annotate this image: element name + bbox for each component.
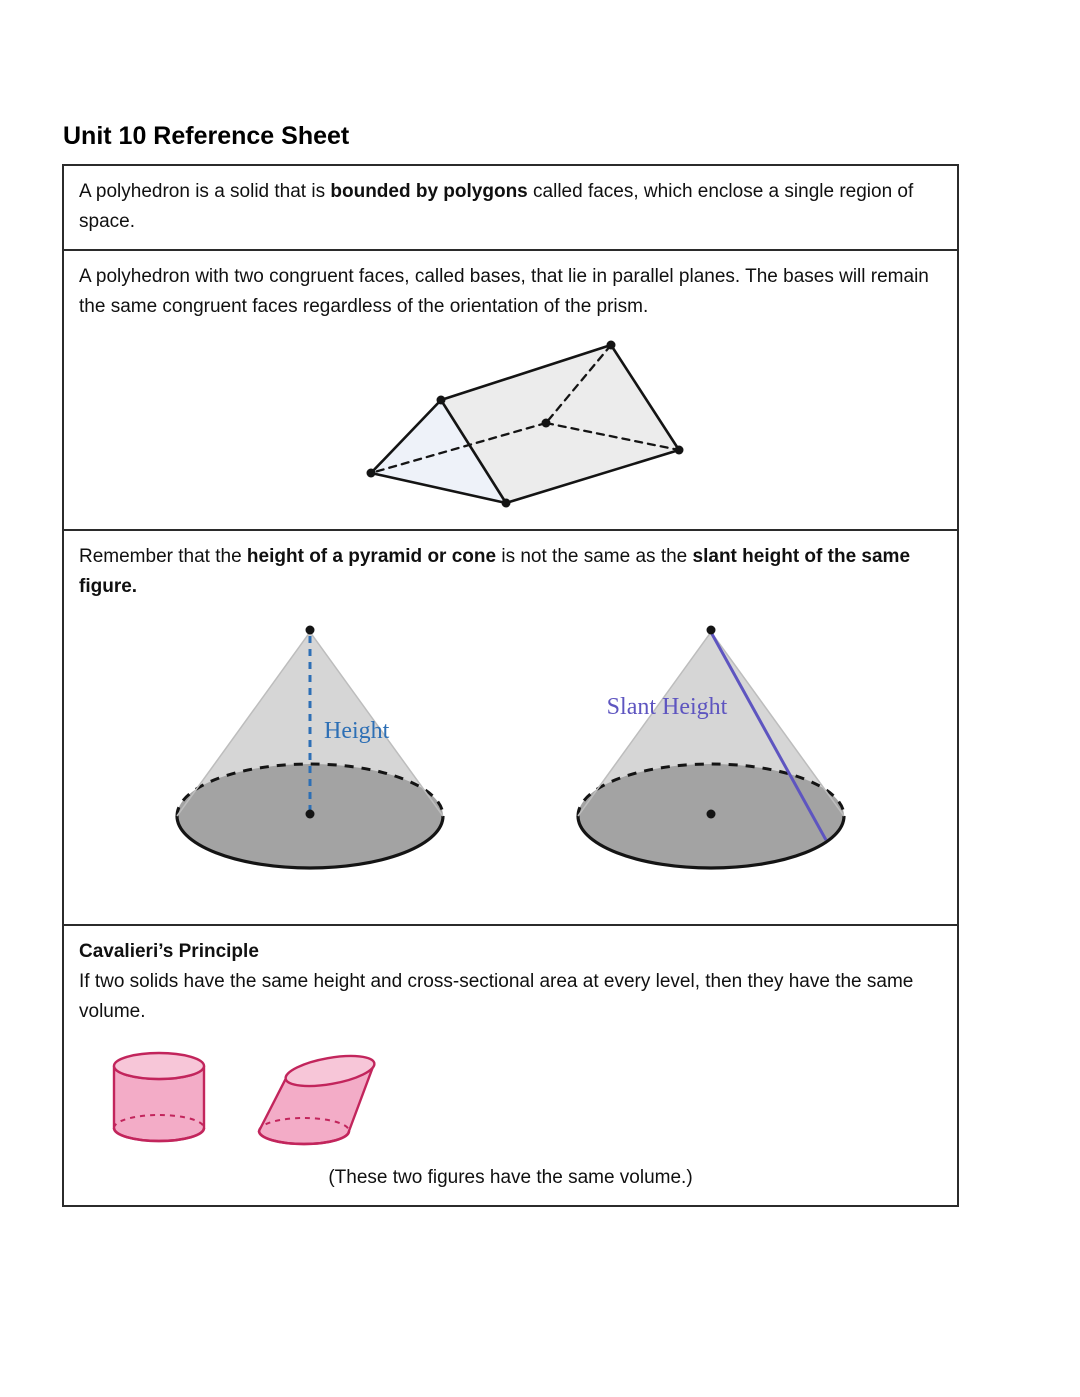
row-prism-definition: [64, 251, 957, 531]
oblique-cylinder: [259, 1051, 377, 1145]
cone-base-center-dot: [707, 810, 716, 819]
upright-cylinder: [114, 1053, 204, 1141]
cone-figures: [79, 616, 942, 884]
slant-height-label: Slant Height: [606, 694, 728, 721]
row-cavalieri-principle: [64, 926, 957, 1205]
triangular-prism-figure: [316, 330, 706, 515]
polyhedron-text-part2: called faces, which enclose a single region of space.: [79, 181, 914, 233]
prism-definition-text: A polyhedron with two congruent faces, called bases, that lie in parallel planes. The bases will remain the same congruent faces regardless of the orientation of the prism.: [79, 266, 929, 318]
polyhedron-definition-text: [79, 177, 942, 237]
height-vs-slant-text: [79, 542, 942, 602]
height-text-part1: Remember that the: [79, 546, 247, 568]
reference-table: [62, 164, 959, 1207]
cone-apex-dot: [707, 626, 716, 635]
row-polyhedron-definition: [64, 166, 957, 251]
height-text-bold1: height of a pyramid or cone: [246, 546, 497, 568]
cone-height-figure: [140, 616, 480, 884]
cone-slant-height-figure: [541, 616, 881, 884]
row-height-vs-slant-height: [64, 531, 957, 926]
cylinders-figure: [79, 1041, 399, 1163]
cavalieri-heading: [79, 937, 942, 967]
reference-sheet: [62, 122, 959, 1207]
page-title: Unit 10 Reference Sheet: [63, 122, 350, 150]
cavalieri-caption: (These two figures have the same volume.): [328, 1167, 693, 1189]
height-text-bold2: slant height of the same figure.: [79, 546, 911, 598]
cavalieri-heading-text: Cavalieri’s Principle: [79, 941, 259, 963]
cone-apex-dot: [306, 626, 315, 635]
height-label: Height: [324, 718, 390, 745]
polyhedron-text-part1: A polyhedron is a solid that is: [79, 181, 331, 202]
cavalieri-body-text: If two solids have the same height and cross-sectional area at every level, then they have the same volume.: [79, 971, 914, 1023]
height-text-part2: is not the same as the: [496, 546, 693, 568]
cone-base-center-dot: [306, 810, 315, 819]
polyhedron-text-bold: bounded by polygons: [330, 181, 528, 202]
